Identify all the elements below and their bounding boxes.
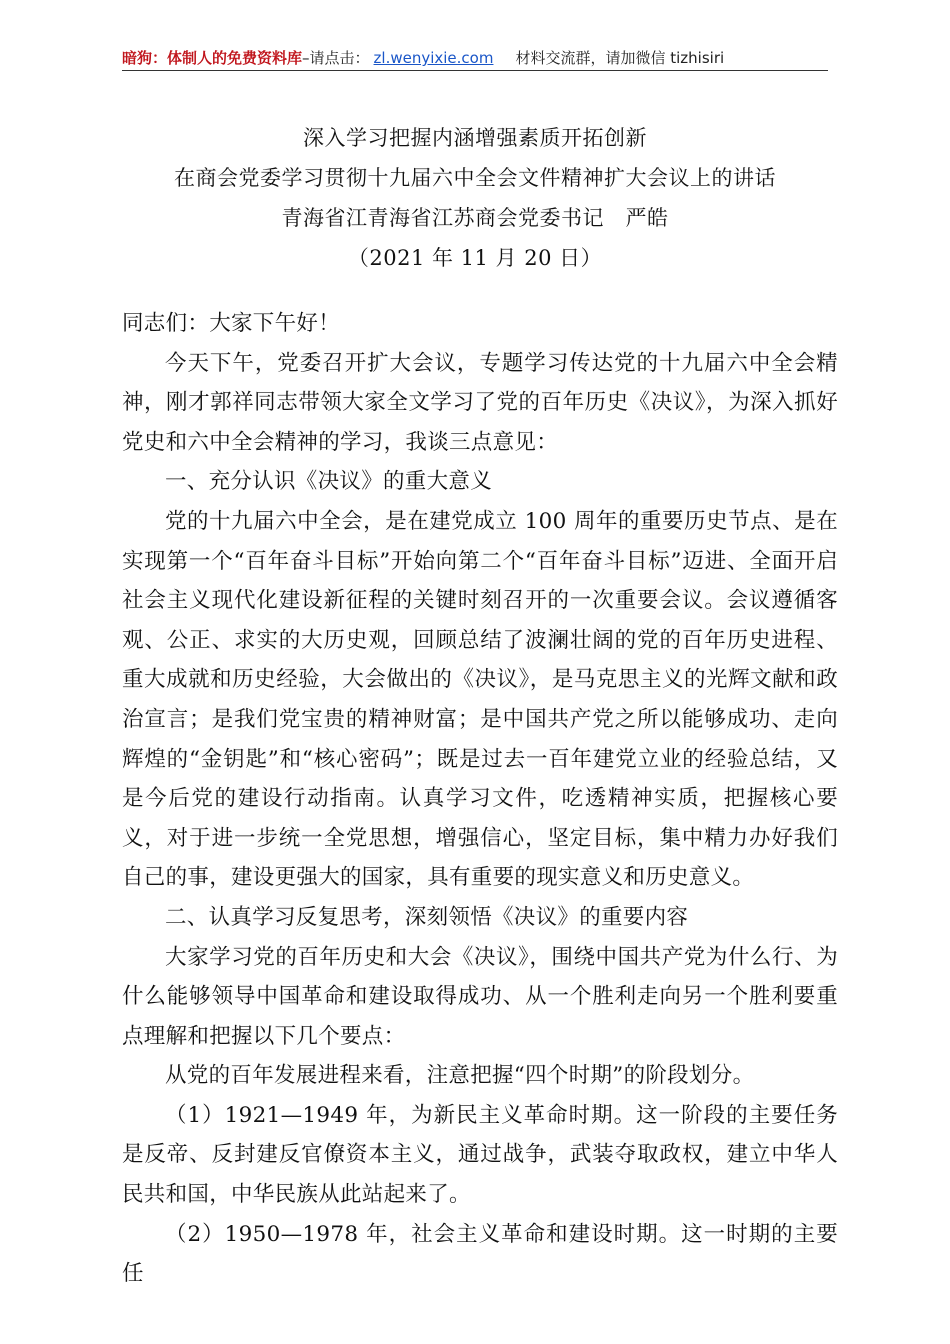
header-prompt: –请点击： xyxy=(302,49,370,67)
paragraph-period-2: （2）1950—1978 年，社会主义革命和建设时期。这一时期的主要任 xyxy=(122,1221,838,1287)
main-title: 深入学习把握内涵增强素质开拓创新 xyxy=(303,126,647,150)
paragraph-intro: 今天下午，党委召开扩大会议，专题学习传达党的十九届六中全会精神，刚才郭祥同志带领大家全文学习了党的百年历史《决议》，为深入抓好党史和六中全会精神的学习，我谈三点意见： xyxy=(122,350,838,455)
header-link[interactable]: zl.wenyixie.com xyxy=(373,49,494,67)
section-heading-1: 一、充分认识《决议》的重大意义 xyxy=(165,469,493,495)
speech-date: （2021 年 11 月 20 日） xyxy=(347,246,603,270)
subtitle: 在商会党委学习贯彻十九届六中全会文件精神扩大会议上的讲话 xyxy=(174,166,776,190)
speaker-line: 青海省江青海省江苏商会党委书记 严皓 xyxy=(281,206,669,230)
header-brand: 暗狗：体制人的免费资料库 xyxy=(122,49,303,67)
header-wechat-note: 材料交流群，请加微信 tizhisiri xyxy=(515,49,725,67)
paragraph-study: 大家学习党的百年历史和大会《决议》，围绕中国共产党为什么行、为什么能够领导中国革命和建设取得成功、从一个胜利走向另一个胜利要重点理解和把握以下几个要点： xyxy=(122,944,838,1049)
section-heading-2: 二、认真学习反复思考，深刻领悟《决议》的重要内容 xyxy=(165,904,689,930)
paragraph-four-periods: 从党的百年发展进程来看，注意把握“四个时期”的阶段划分。 xyxy=(165,1063,755,1089)
header-divider xyxy=(122,70,828,71)
greeting: 同志们：大家下午好！ xyxy=(122,311,341,336)
paragraph-significance: 党的十九届六中全会，是在建党成立 100 周年的重要历史节点、是在实现第一个“百年奋斗目标”开始向第二个“百年奋斗目标”迈进、全面开启社会主义现代化建设新征程的关键时刻召开的一次重要会议。会议遵循客观、公正、求实的大历史观，回顾总结了波澜壮阔的党的百年历史进程、重大成就和历史经验，大会做出的《决议》，是马克思主义的光辉文献和政治宣言；是我们党宝贵的精神财富；是中国共产党之所以能够成功、走向辉煌的“金钥匙”和“核心密码”；既是过去一百年建党立业的经验总结，又是今后党的建设行动指南。认真学习文件，吃透精神实质，把握核心要义，对于进一步统一全党思想，增强信心，坚定目标，集中精力办好我们自己的事，建设更强大的国家，具有重要的现实意义和历史意义。 xyxy=(122,508,838,891)
watermark-header xyxy=(122,48,828,68)
title-block xyxy=(0,118,950,278)
paragraph-period-1: （1）1921—1949 年，为新民主义革命时期。这一阶段的主要任务是反帝、反封建反官僚资本主义，通过战争，武装夺取政权，建立中华人民共和国，中华民族从此站起来了。 xyxy=(122,1102,838,1208)
document-body xyxy=(122,304,838,1294)
